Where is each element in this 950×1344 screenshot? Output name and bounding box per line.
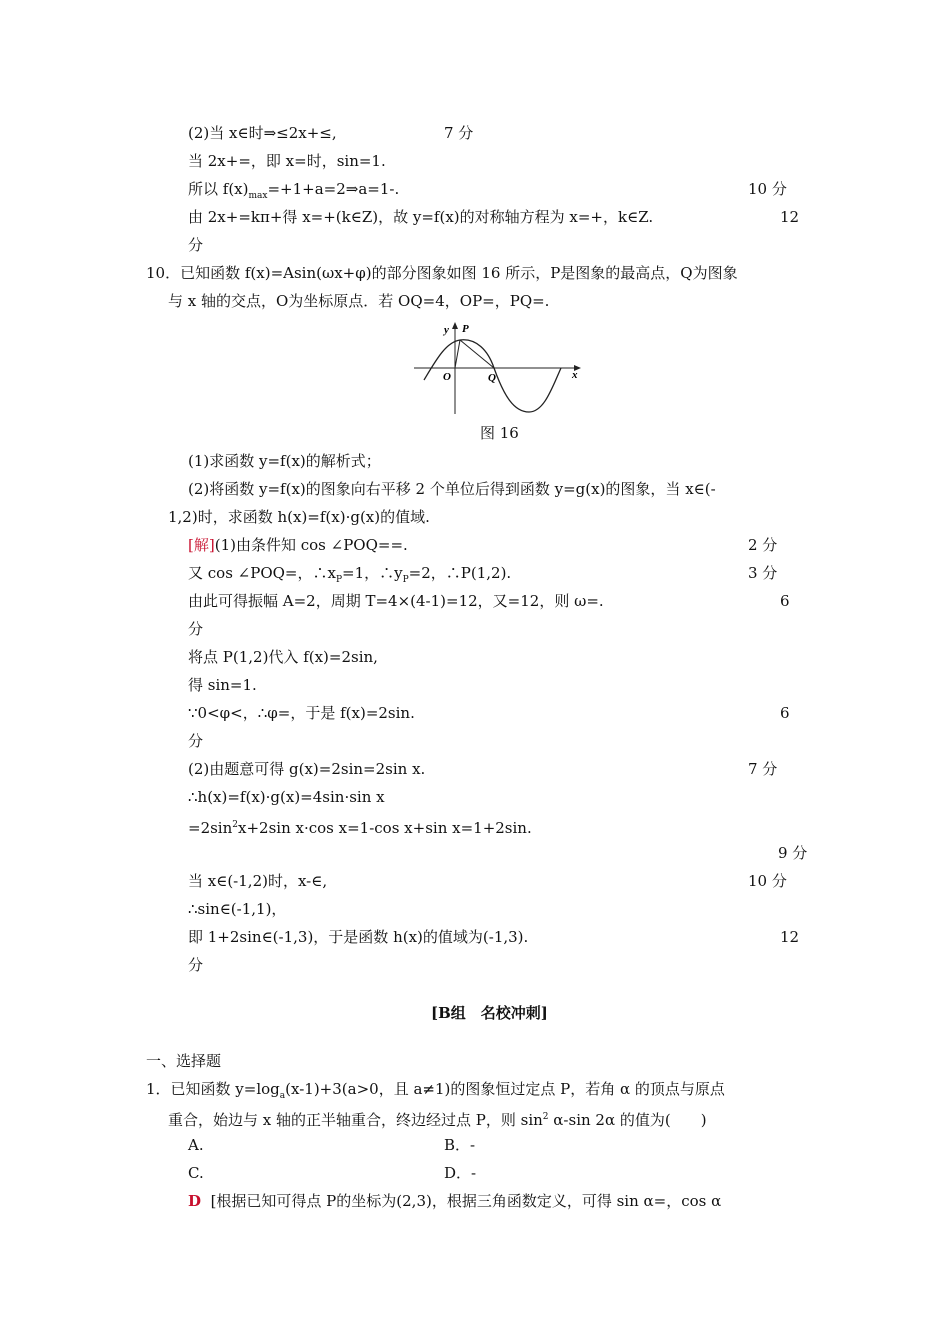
text-fragment: 重合，始边与 x 轴的正半轴重合，终边经过点 P，则 sin: [168, 1111, 543, 1129]
text-fragment: x+2sin x·cos x=1-cos x+sin x=1+2sin.: [238, 819, 532, 837]
text-line: (2)当 x∈时⇒≤2x+≤,: [188, 124, 337, 142]
solution-line: ∴h(x)=f(x)·g(x)=4sin·sin x: [188, 788, 385, 806]
solution-line: 当 x∈(-1,2)时，x-∈,: [188, 872, 328, 890]
subscript: a: [279, 1091, 286, 1101]
solution-tag: [解]: [188, 536, 215, 554]
label-y: y: [444, 324, 449, 336]
subscript: max: [248, 191, 268, 201]
solution-line: 将点 P(1,2)代入 f(x)=2sin,: [188, 648, 378, 666]
section-title: 一、选择题: [146, 1052, 222, 1070]
solution-line: ∵0<φ<，∴φ=，于是 f(x)=2sin.: [188, 704, 415, 722]
solution-line: [188, 535, 408, 555]
score-label: 10 分: [748, 872, 787, 890]
solution-line: 即 1+2sin∈(-1,3)，于是函数 h(x)的值域为(-1,3).: [188, 928, 529, 946]
superscript: 2: [542, 1112, 549, 1122]
label-o: O: [443, 371, 451, 383]
text-line: 分: [188, 236, 204, 254]
section-heading: [B组 名校冲刺]: [431, 1004, 548, 1022]
text-fragment: 所以 f(x): [188, 180, 249, 198]
solution-line: (2)由题意可得 g(x)=2sin=2sin x.: [188, 760, 426, 778]
solution-line: [188, 815, 532, 838]
option-b: B．-: [444, 1136, 476, 1154]
score-label: 2 分: [748, 536, 778, 554]
problem-1-text: [146, 1079, 725, 1106]
solution-line: [188, 563, 511, 590]
text-line: 由 2x+=kπ+得 x=+(k∈Z)，故 y=f(x)的对称轴方程为 x=+，k∈Z.: [188, 208, 654, 226]
problem-1-text: [168, 1107, 707, 1130]
text-fragment: =1，∴y: [342, 564, 403, 582]
y-axis-arrow: [452, 322, 458, 329]
text-fragment: (x-1)+3(a>0，且 a≠1)的图象恒过定点 P，若角 α 的顶点与原点: [285, 1080, 725, 1098]
figure-16-graph: [414, 320, 584, 416]
option-d: D．-: [444, 1164, 477, 1182]
option-a: A.: [188, 1136, 204, 1154]
label-p: P: [462, 323, 469, 335]
text-fragment: =+1+a=2⇒a=1-.: [267, 180, 400, 198]
score-label: 12: [780, 928, 800, 946]
solution-line: 由此可得振幅 A=2，周期 T=4×(4-1)=12，又=12，则 ω=.: [188, 592, 604, 610]
superscript: 2: [232, 820, 239, 830]
text-fragment: =2，∴P(1,2).: [408, 564, 512, 582]
problem-10-text: 10．已知函数 f(x)=Asin(ωx+φ)的部分图象如图 16 所示，P是图象的最高点，Q为图象: [146, 264, 738, 282]
text-fragment: α-sin 2α 的值为( ): [548, 1111, 707, 1129]
solution-line: 分: [188, 620, 204, 638]
solution-line: 分: [188, 956, 204, 974]
answer-line: [188, 1191, 721, 1211]
subscript: P: [335, 575, 343, 585]
text-fragment: (1)由条件知 cos ∠POQ==.: [214, 536, 408, 554]
question-1: (1)求函数 y=f(x)的解析式；: [188, 452, 381, 470]
answer-letter: D: [188, 1192, 202, 1210]
subscript: P: [402, 575, 409, 585]
question-2: (2)将函数 y=f(x)的图象向右平移 2 个单位后得到函数 y=g(x)的图象，当 x∈(-: [188, 480, 716, 498]
score-label: 7 分: [444, 124, 474, 142]
question-2-cont: 1,2)时，求函数 h(x)=f(x)·g(x)的值域.: [168, 508, 430, 526]
score-label: 9 分: [778, 844, 808, 862]
text-fragment: 1．已知函数 y=log: [146, 1080, 280, 1098]
answer-text: [根据已知可得点 P的坐标为(2,3)，根据三角函数定义，可得 sin α=，cos α: [210, 1192, 722, 1210]
segment-op: [455, 340, 460, 368]
score-label: 12: [780, 208, 800, 226]
solution-line: ∴sin∈(-1,1)，: [188, 900, 287, 918]
text-fragment: =2sin: [188, 819, 233, 837]
score-label: 10 分: [748, 180, 787, 198]
text-line: [188, 179, 399, 206]
score-label: 6: [780, 592, 790, 610]
label-q: Q: [488, 372, 496, 384]
label-x: x: [572, 369, 578, 381]
score-label: 3 分: [748, 564, 778, 582]
score-label: 7 分: [748, 760, 778, 778]
score-label: 6: [780, 704, 790, 722]
text-fragment: 又 cos ∠POQ=，∴x: [188, 564, 336, 582]
problem-10-text: 与 x 轴的交点，O为坐标原点．若 OQ=4，OP=，PQ=.: [168, 292, 550, 310]
option-c: C.: [188, 1164, 204, 1182]
text-line: 当 2x+=，即 x=时，sin=1.: [188, 152, 386, 170]
figure-caption: 图 16: [480, 424, 519, 442]
solution-line: 得 sin=1.: [188, 676, 257, 694]
solution-line: 分: [188, 732, 204, 750]
